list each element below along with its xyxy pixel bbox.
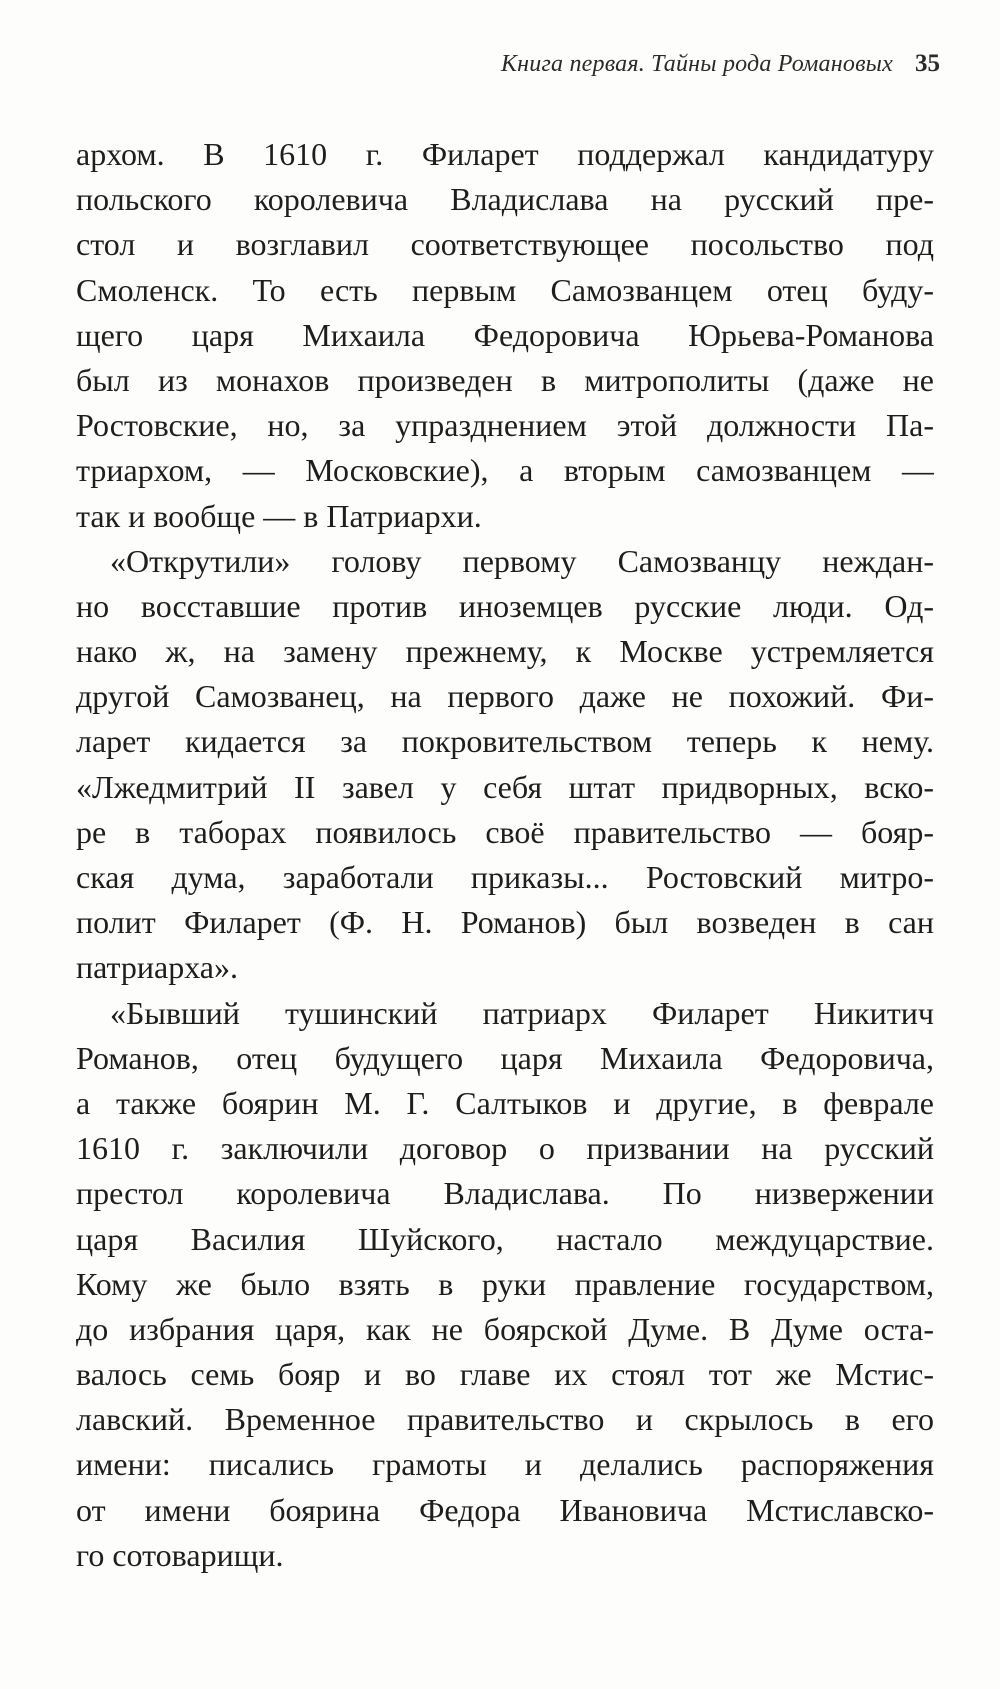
text-line: польского королевича Владислава на русский пре- xyxy=(76,181,934,218)
text-line: «Бывший тушинский патриарх Филарет Никитич xyxy=(110,994,934,1031)
page-number: 35 xyxy=(915,50,940,77)
text-line: престол королевича Владислава. По низвержении xyxy=(76,1175,934,1212)
paragraph xyxy=(76,539,934,991)
text-line: другой Самозванец, на первого даже не похожий. Фи- xyxy=(76,678,934,715)
text-line: архом. В 1610 г. Филарет поддержал кандидатуру xyxy=(76,136,934,172)
text-line: «Открутили» голову первому Самозванцу неждан- xyxy=(110,542,934,579)
body-text xyxy=(76,132,934,1578)
text-line: ре в таборах появилось своё правительство — бояр- xyxy=(76,813,934,850)
text-line: Кому же было взять в руки правление государством, xyxy=(76,1265,934,1302)
text-line: до избрания царя, как не боярской Думе. В Думе оста- xyxy=(76,1310,934,1347)
text-line: щего царя Михаила Федоровича Юрьева-Романова xyxy=(76,316,934,353)
paragraph xyxy=(76,132,934,539)
text-line: стол и возглавил соответствующее посольство под xyxy=(76,226,934,263)
text-line: нако ж, на замену прежнему, к Москве устремляется xyxy=(76,633,934,670)
text-line: Ростовские, но, за упразднением этой должности Па- xyxy=(76,407,934,444)
text-line: а также боярин М. Г. Салтыков и другие, в феврале xyxy=(76,1084,934,1121)
text-line: имени: писались грамоты и делались распоряжения xyxy=(76,1446,934,1483)
page-header xyxy=(501,50,940,78)
text-line: го сотоварищи. xyxy=(76,1536,284,1573)
text-line: царя Василия Шуйского, настало междуцарствие. xyxy=(76,1220,934,1257)
text-line: Романов, отец будущего царя Михаила Федоровича, xyxy=(76,1039,934,1076)
text-line: ская дума, заработали приказы... Ростовский митро- xyxy=(76,859,934,895)
text-line: ларет кидается за покровительством теперь к нему. xyxy=(76,723,934,760)
text-line: триархом, — Московские), а вторым самозванцем — xyxy=(76,452,934,489)
text-line: так и вообще — в Патриархи. xyxy=(76,497,482,534)
text-line: но восставшие против иноземцев русские люди. Од- xyxy=(76,587,934,624)
text-line: 1610 г. заключили договор о призвании на русский xyxy=(76,1130,934,1167)
paragraph xyxy=(76,991,934,1578)
text-line: «Лжедмитрий II завел у себя штат придворных, вско- xyxy=(76,768,934,805)
running-title: Книга первая. Тайны рода Романовых xyxy=(501,51,893,77)
text-line: был из монахов произведен в митрополиты (даже не xyxy=(76,361,934,398)
text-line: лавский. Временное правительство и скрылось в его xyxy=(76,1401,934,1438)
text-line: Смоленск. То есть первым Самозванцем отец буду- xyxy=(76,271,934,308)
text-line: патриарха». xyxy=(76,949,238,986)
text-line: полит Филарет (Ф. Н. Романов) был возведен в сан xyxy=(76,904,934,941)
text-line: от имени боярина Федора Ивановича Мстиславско- xyxy=(76,1491,934,1528)
text-line: валось семь бояр и во главе их стоял тот же Мстис- xyxy=(76,1356,934,1393)
